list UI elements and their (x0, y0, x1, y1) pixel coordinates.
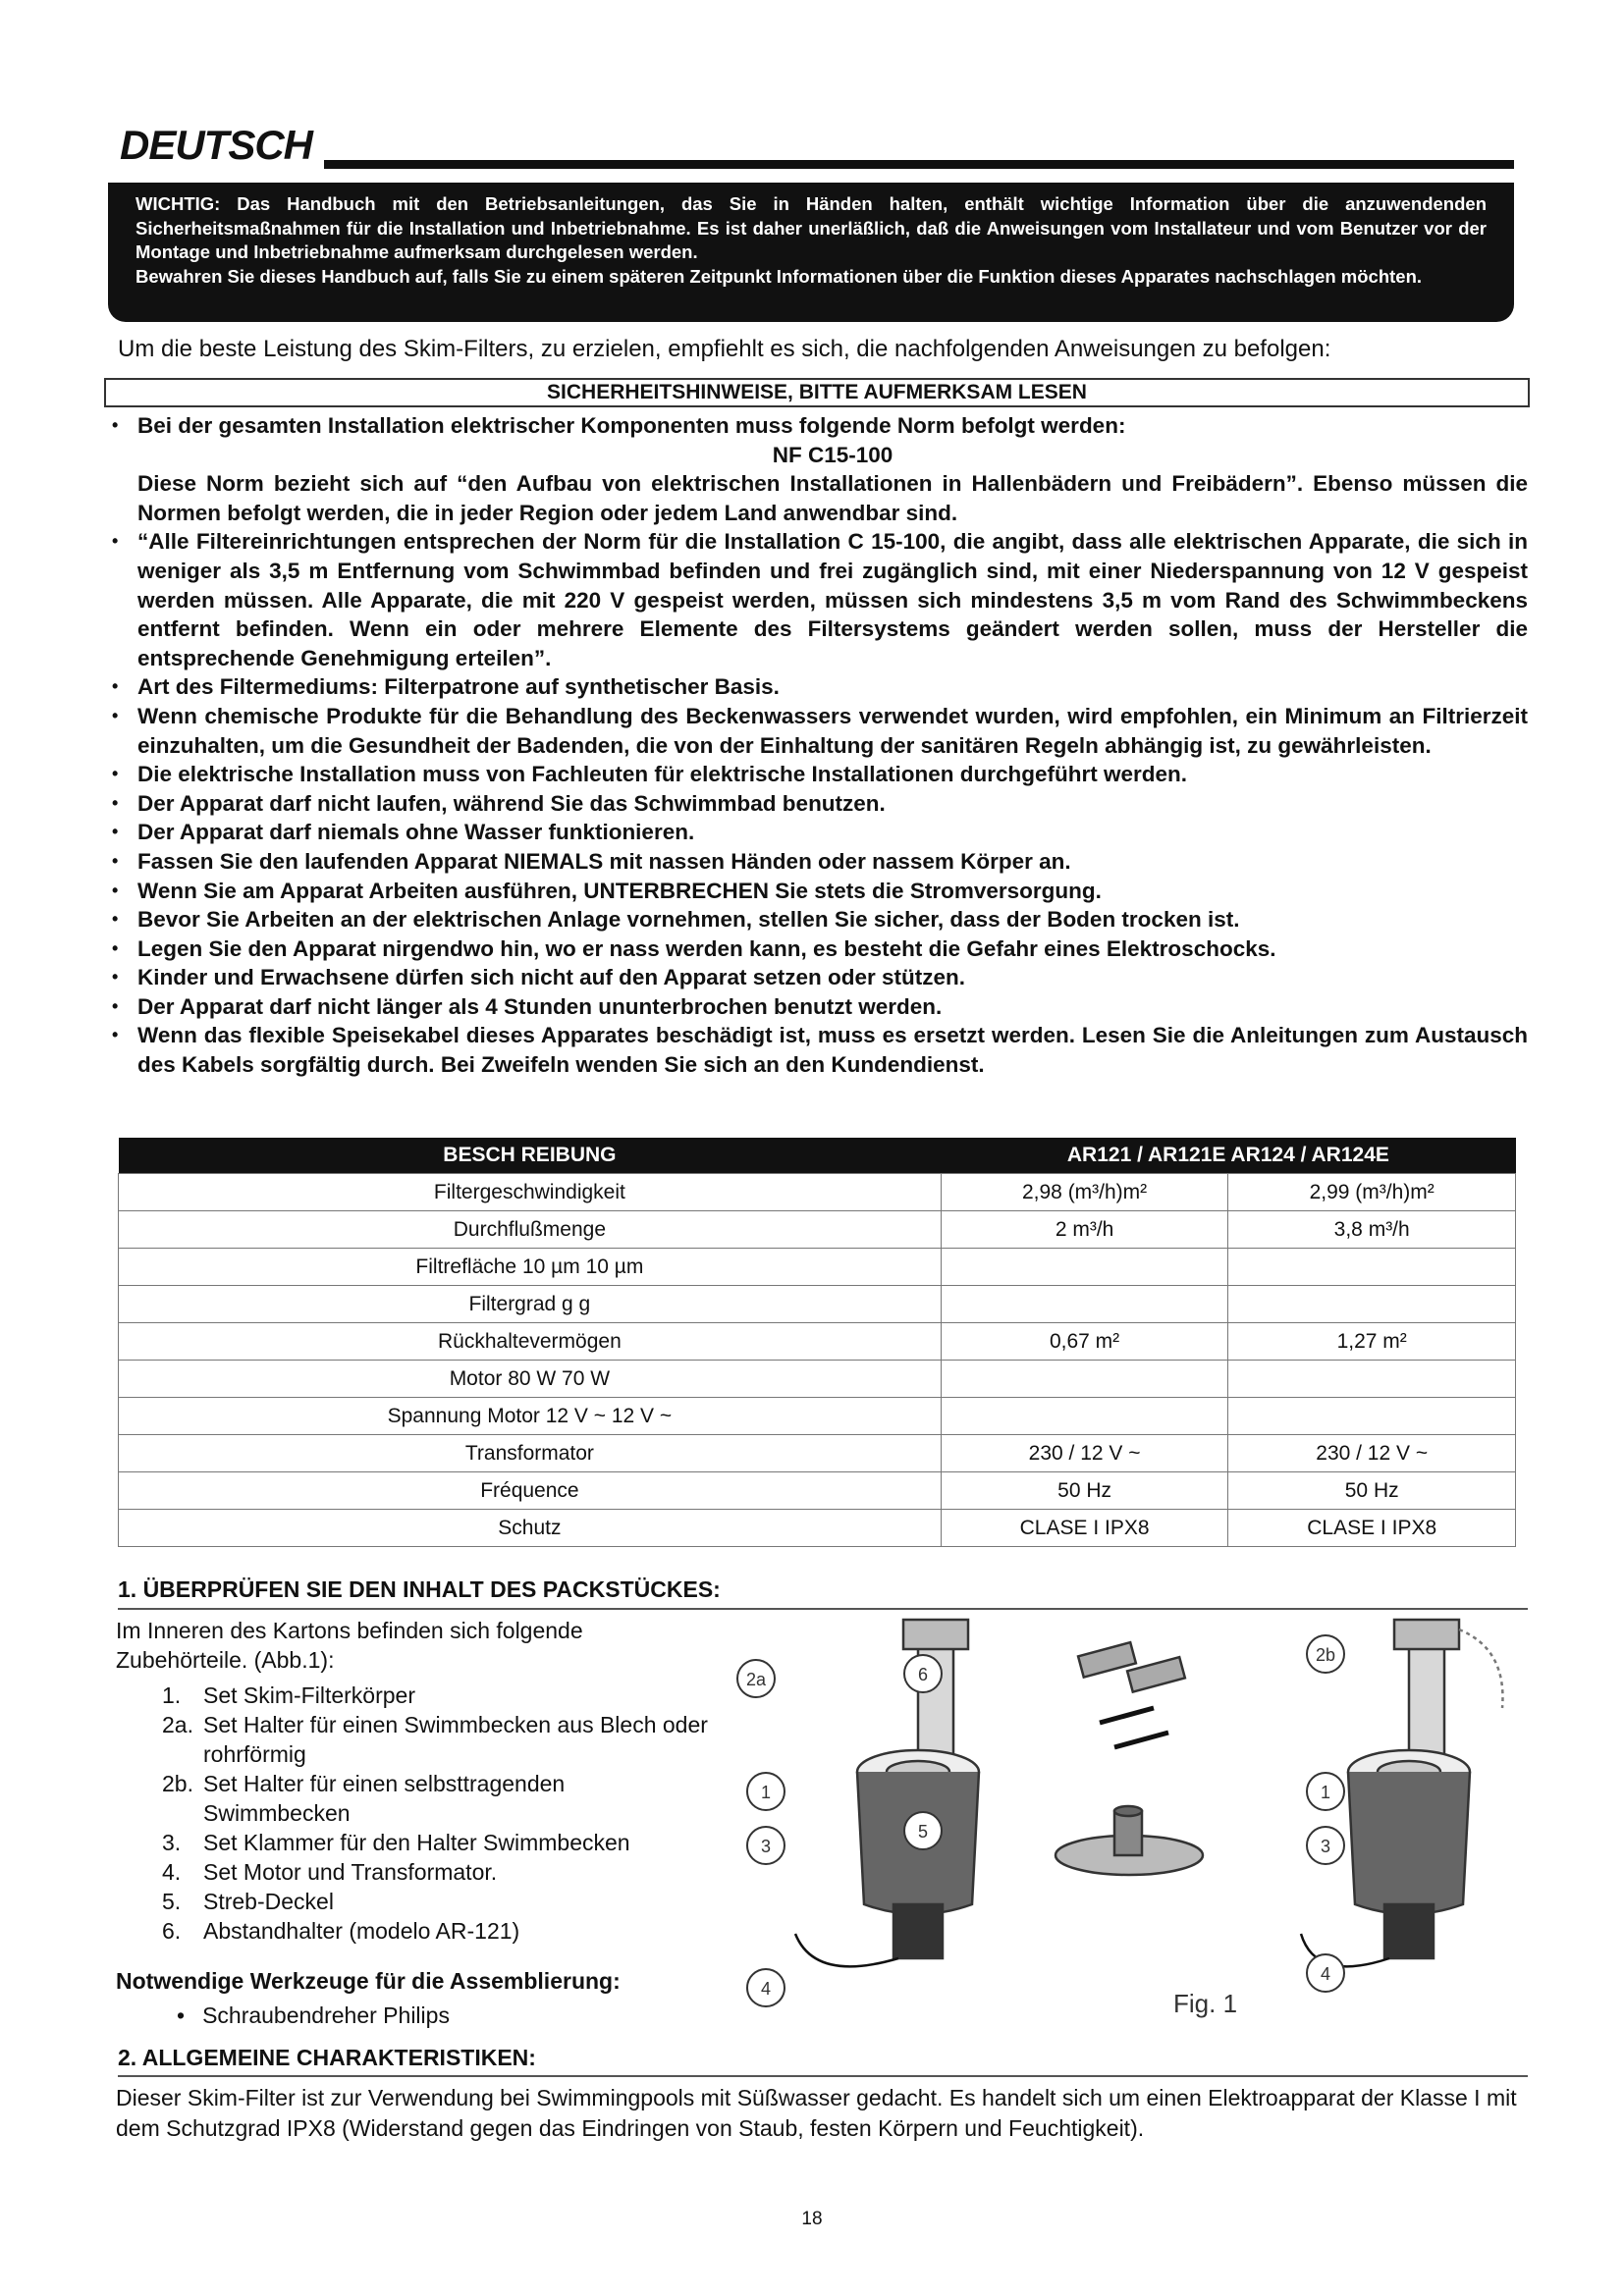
spec-value (1228, 1398, 1516, 1435)
spec-value: 50 Hz (1228, 1472, 1516, 1510)
spec-header-label: BESCH REIBUNG (119, 1138, 942, 1174)
item-text: Set Halter für einen selbsttragenden Swimmbecken (203, 1771, 566, 1826)
callout-label: 3 (760, 1837, 772, 1856)
spec-value: 2 m³/h (941, 1211, 1228, 1249)
safety-item-text: Bei der gesamten Installation elektrischer Komponenten muss folgende Norm befolgt werden: (137, 413, 1126, 438)
contents-list (162, 1681, 712, 1946)
table-row (119, 1472, 1516, 1510)
spec-value: 2,98 (m³/h)m² (941, 1174, 1228, 1211)
safety-item: • Fassen Sie den laufenden Apparat NIEMALS mit nassen Händen oder nassem Körper an. (108, 847, 1528, 877)
spec-value (941, 1361, 1228, 1398)
item-number: 3. (162, 1830, 182, 1855)
safety-item: • Wenn Sie am Apparat Arbeiten ausführen, UNTERBRECHEN Sie stets die Stromversorgung. (108, 877, 1528, 906)
item-number: 6. (162, 1918, 182, 1944)
spec-table-header (119, 1138, 1516, 1174)
item-number: 1. (162, 1682, 182, 1708)
item-number: 4. (162, 1859, 182, 1885)
accessories-illustration (1056, 1642, 1203, 1875)
spec-label: Spannung Motor 12 V ~ 12 V ~ (119, 1398, 942, 1435)
spec-value (1228, 1361, 1516, 1398)
safety-item: • Bevor Sie Arbeiten an der elektrischen Anlage vornehmen, stellen Sie sicher, dass der Boden trocken ist. (108, 905, 1528, 934)
callout-label: 5 (917, 1822, 929, 1842)
table-row (119, 1323, 1516, 1361)
callout-group (737, 1635, 1344, 2006)
callout-label: 2a (745, 1670, 767, 1689)
section-2-title: 2. ALLGEMEINE CHARAKTERISTIKEN: (118, 2045, 536, 2070)
spec-value (1228, 1286, 1516, 1323)
safety-item: • Legen Sie den Apparat nirgendwo hin, wo er nass werden kann, es besteht die Gefahr eines Elektroschocks. (108, 934, 1528, 964)
item-text: Set Motor und Transformator. (203, 1859, 498, 1885)
important-notice-box (108, 183, 1514, 322)
spec-value (1228, 1249, 1516, 1286)
spec-value: CLASE I IPX8 (1228, 1510, 1516, 1547)
table-row (119, 1435, 1516, 1472)
spec-value: 230 / 12 V ~ (1228, 1435, 1516, 1472)
spec-label: Transformator (119, 1435, 942, 1472)
safety-heading: SICHERHEITSHINWEISE, BITTE AUFMERKSAM LESEN (104, 378, 1530, 407)
spec-value: 50 Hz (941, 1472, 1228, 1510)
tools-title: Notwendige Werkzeuge für die Assemblierung: (116, 1968, 621, 1994)
callout-label: 2b (1315, 1645, 1336, 1665)
safety-item: • Der Apparat darf niemals ohne Wasser funktionieren. (108, 818, 1528, 847)
safety-item: • Der Apparat darf nicht länger als 4 Stunden ununterbrochen benutzt werden. (108, 992, 1528, 1022)
norm-label: NF C15-100 (772, 442, 893, 467)
section-2-text: Dieser Skim-Filter ist zur Verwendung bei Swimmingpools mit Süßwasser gedacht. Es handelt sich um einen Elektroapparat der Klasse I mit dem Schutzgrad IPX8 (Widerstand gegen das Eindringen von Staub, festen Körpern und Feuchtigkeit). (116, 2085, 1517, 2141)
spec-value (941, 1249, 1228, 1286)
spec-label: Filtergrad g g (119, 1286, 942, 1323)
section-1-title: 1. ÜBERPRÜFEN SIE DEN INHALT DES PACKSTÜCKES: (118, 1576, 721, 1602)
item-number: 2a. (162, 1712, 193, 1737)
callout-label: 4 (1320, 1964, 1331, 1984)
item-text: Set Skim-Filterkörper (203, 1682, 415, 1708)
spec-label: Schutz (119, 1510, 942, 1547)
item-number: 5. (162, 1889, 182, 1914)
page-title: DEUTSCH (120, 122, 313, 168)
safety-list (108, 411, 1528, 1080)
table-row (119, 1286, 1516, 1323)
notice-paragraph: WICHTIG: Das Handbuch mit den Betriebsanleitungen, das Sie in Händen halten, enthält wichtige Information über die anzuwendenden Sicherheitsmaßnahmen für die Installation und Inbetriebnahme. Es ist daher unerläßlich, daß die Anweisungen vom Installateur und vom Benutzer vor der Montage und Inbetriebnahme aufmerksam durchgelesen werden. (135, 193, 1487, 262)
spec-value: 2,99 (m³/h)m² (1228, 1174, 1516, 1211)
safety-item: • Kinder und Erwachsene dürfen sich nicht auf den Apparat setzen oder stützen. (108, 963, 1528, 992)
table-row (119, 1249, 1516, 1286)
list-item (162, 1681, 712, 1710)
safety-item: • Die elektrische Installation muss von Fachleuten für elektrische Installationen durchgeführt werden. (108, 760, 1528, 789)
spec-value: CLASE I IPX8 (941, 1510, 1228, 1547)
spec-label: Motor 80 W 70 W (119, 1361, 942, 1398)
table-row (119, 1398, 1516, 1435)
callout-label: 6 (917, 1665, 929, 1684)
callout-label: 4 (760, 1979, 772, 1999)
list-item (162, 1916, 712, 1946)
intro-text: Um die beste Leistung des Skim-Filters, zu erzielen, empfiehlt es sich, die nachfolgenden Anweisungen zu befolgen: (118, 336, 1331, 362)
spec-label: Durchflußmenge (119, 1211, 942, 1249)
list-item (162, 1769, 712, 1828)
tool-item: • Schraubendreher Philips (177, 2002, 450, 2029)
list-item (162, 1828, 712, 1857)
figure-1-illustration (727, 1610, 1512, 2042)
item-text: Abstandhalter (modelo AR-121) (203, 1918, 520, 1944)
safety-item (108, 411, 1528, 527)
item-number: 2b. (162, 1771, 193, 1796)
callout-label: 1 (1320, 1783, 1331, 1802)
safety-item: • “Alle Filtereinrichtungen entsprechen der Norm für die Installation C 15-100, die angibt, dass alle elektrischen Apparate, die sich in weniger als 3,5 m Entfernung vom Schwimmbad befinden und frei zugänglich sind, mit einer Niederspannung von 12 V gespeist werden müssen. Alle Apparate, die mit 220 V gespeist werden, müssen sich mindestens 3,5 m vom Rand des Schwimmbeckens entfernt befinden. Wenn ein oder mehrere Elemente des Filtersystems geändert werden sollen, muss der Hersteller die entsprechende Genehmigung erteilen”. (108, 527, 1528, 672)
spec-value: 3,8 m³/h (1228, 1211, 1516, 1249)
list-item (162, 1710, 712, 1769)
figure-caption: Fig. 1 (1173, 1989, 1238, 2018)
safety-item: • Der Apparat darf nicht laufen, während Sie das Schwimmbad benutzen. (108, 789, 1528, 819)
spec-value: 1,27 m² (1228, 1323, 1516, 1361)
page-number: 18 (801, 2209, 823, 2229)
table-row (119, 1174, 1516, 1211)
spec-label: Rückhaltevermögen (119, 1323, 942, 1361)
table-row (119, 1510, 1516, 1547)
spec-label: Filtergeschwindigkeit (119, 1174, 942, 1211)
spec-value: 0,67 m² (941, 1323, 1228, 1361)
tools-list (177, 2002, 450, 2029)
spec-label: Filtrefläche 10 µm 10 µm (119, 1249, 942, 1286)
section-1-text: Im Inneren des Kartons befinden sich folgende Zubehörteile. (Abb.1): (116, 1618, 583, 1673)
spec-value (941, 1286, 1228, 1323)
item-text: Streb-Deckel (203, 1889, 334, 1914)
table-row (119, 1211, 1516, 1249)
spec-label: Fréquence (119, 1472, 942, 1510)
spec-value: 230 / 12 V ~ (941, 1435, 1228, 1472)
safety-item: • Wenn das flexible Speisekabel dieses Apparates beschädigt ist, muss es ersetzt werden. Lesen Sie die Anleitungen zum Austausch des Kabels sorgfältig durch. Bei Zweifeln wenden Sie sich an den Kundendienst. (108, 1021, 1528, 1079)
list-item (162, 1857, 712, 1887)
safety-item: • Wenn chemische Produkte für die Behandlung des Beckenwassers verwendet wurden, wird empfohlen, ein Minimum an Filtrierzeit einzuhalten, um die Gesundheit der Badenden, die von der Einhaltung der sanitären Regeln abhängig ist, zu gewährleisten. (108, 702, 1528, 760)
callout-label: 1 (760, 1783, 772, 1802)
list-item (162, 1887, 712, 1916)
safety-item: • Art des Filtermediums: Filterpatrone auf synthetischer Basis. (108, 672, 1528, 702)
spec-table (118, 1138, 1516, 1547)
skim-filter-left-illustration (795, 1620, 979, 1966)
callout-label: 3 (1320, 1837, 1331, 1856)
title-rule (324, 160, 1514, 169)
table-row (119, 1361, 1516, 1398)
spec-header-models: AR121 / AR121E AR124 / AR124E (941, 1138, 1515, 1174)
item-text: Set Klammer für den Halter Swimmbecken (203, 1830, 630, 1855)
section-rule (118, 2075, 1528, 2077)
safety-item-text: Diese Norm bezieht sich auf “den Aufbau von elektrischen Installationen in Hallenbädern und Freibädern”. Ebenso müssen die Normen befolgt werden, die in jeder Region oder jedem Land anwendbar sind. (137, 471, 1528, 525)
item-text: Set Halter für einen Swimmbecken aus Blech oder rohrförmig (203, 1712, 708, 1767)
spec-value (941, 1398, 1228, 1435)
notice-paragraph: Bewahren Sie dieses Handbuch auf, falls Sie zu einem späteren Zeitpunkt Informationen über die Funktion dieses Apparates nachschlagen möchten. (135, 265, 1423, 287)
